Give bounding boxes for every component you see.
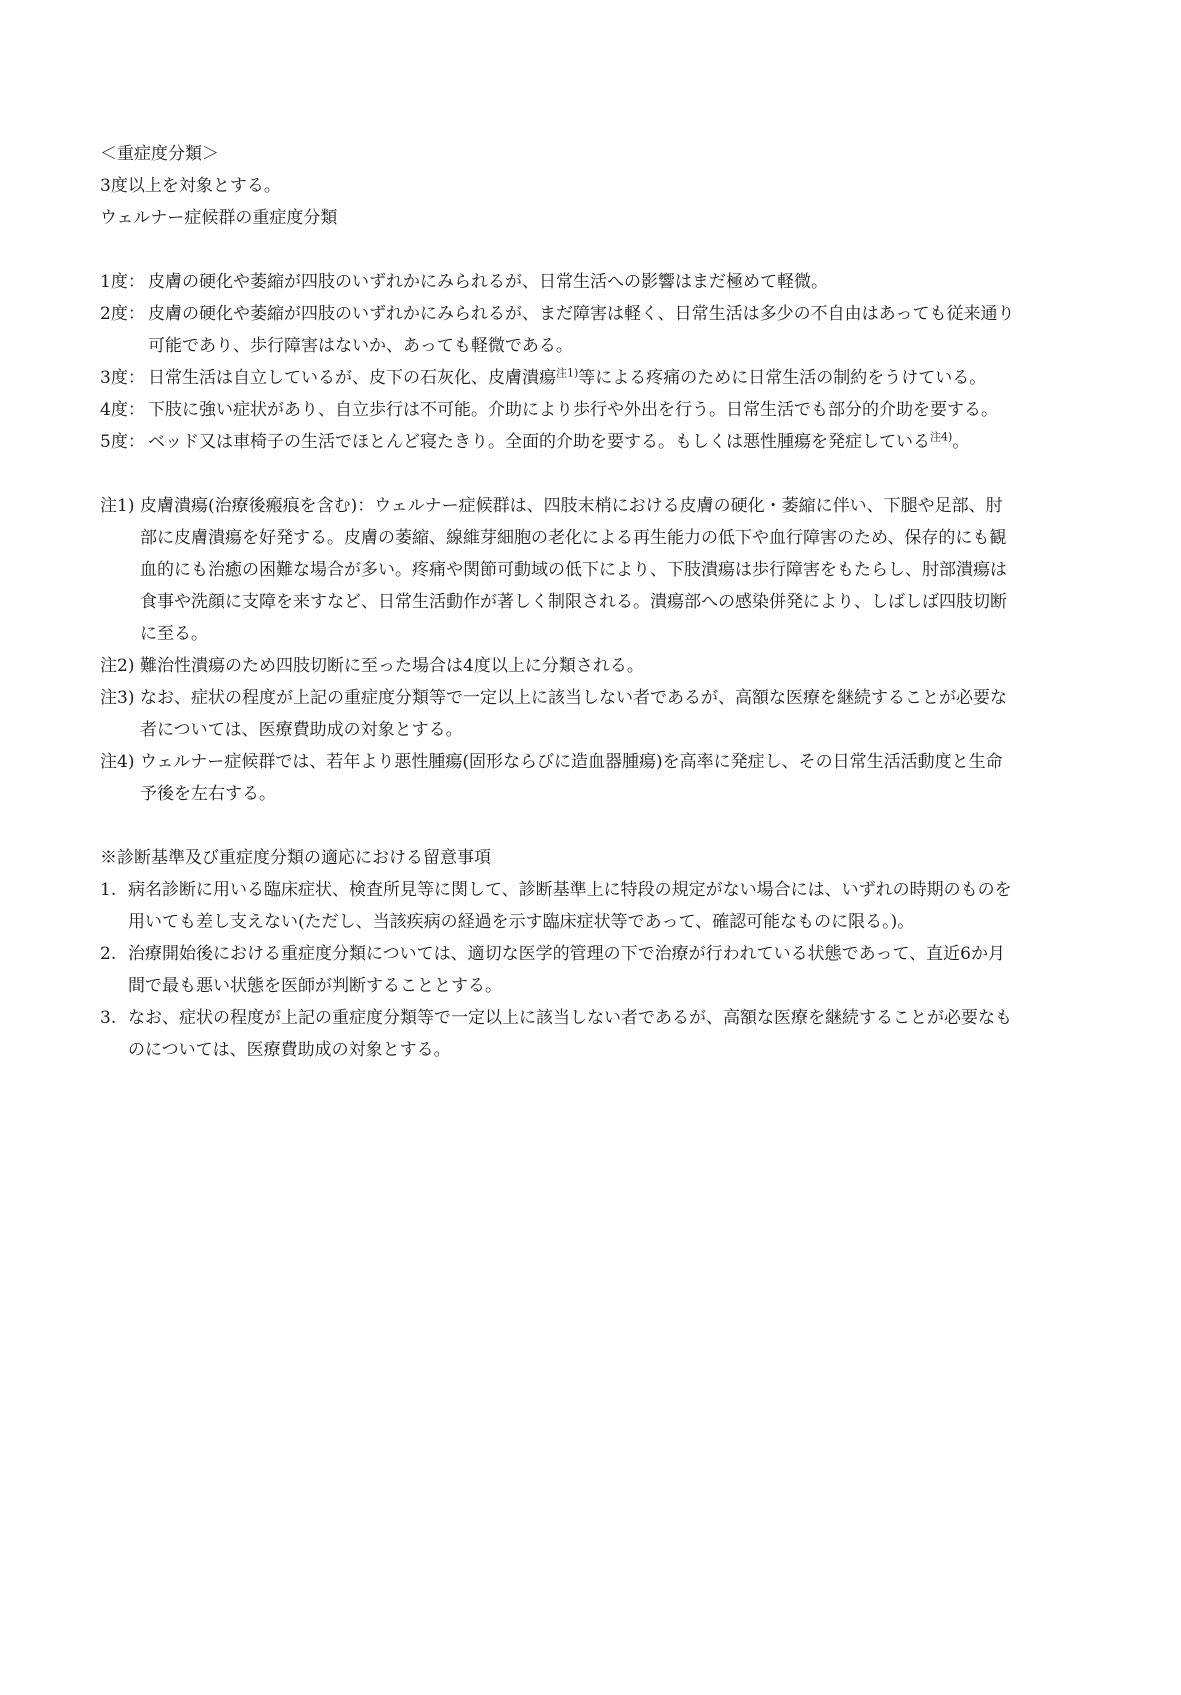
grade-text-5-tail: 。 (952, 432, 970, 452)
grade-text-3-tail: 等による疼痛のために日常生活の制約をうけている。 (578, 368, 987, 388)
grade-text-1 (148, 266, 1015, 298)
remark-text-3: なお、症状の程度が上記の重症度分類等で一定以上に該当しない者であるが、高額な医療を継続することが必要なものについては、医療費助成の対象とする。 (128, 1008, 1012, 1060)
grade-text-3 (148, 362, 1015, 394)
remark-text-1: 病名診断に用いる臨床症状、検査所見等に関して、診断基準上に特段の規定がない場合には、いずれの時期のものを用いても差し支えない(ただし、当該疾病の経過を示す臨床症状等であって、確認可能なものに限る。)。 (128, 880, 1012, 932)
grade-text-2 (148, 298, 1015, 362)
note-ref-sup-1: 注1) (556, 366, 579, 380)
grade-text-4 (148, 394, 1015, 426)
note-label-3: 注3) (100, 688, 135, 708)
remark-item-1 (100, 874, 1015, 938)
grade-item-1 (100, 266, 1015, 298)
note-item-3 (100, 682, 1015, 746)
grade-text-3-main: 日常生活は自立しているが、皮下の石灰化、皮膚潰瘍 (148, 368, 556, 388)
remark-label-1: 1. (100, 880, 117, 900)
grade-item-5 (100, 426, 1015, 458)
grade-item-2 (100, 298, 1015, 362)
grade-text-5-main: ベッド又は車椅子の生活でほとんど寝たきり。全面的介助を要する。もしくは悪性腫瘍を発症している (148, 432, 930, 452)
grade-item-4 (100, 394, 1015, 426)
note-text-2: 難治性潰瘍のため四肢切断に至った場合は4度以上に分類される。 (140, 656, 644, 676)
grade-text-1-main: 皮膚の硬化や萎縮が四肢のいずれかにみられるが、日常生活への影響はまだ極めて軽微。 (148, 272, 828, 292)
remarks-section (100, 842, 1015, 1066)
note-label-1: 注1) (100, 496, 135, 516)
grade-text-2-main: 皮膚の硬化や萎縮が四肢のいずれかにみられるが、まだ障害は軽く、日常生活は多少の不自由はあっても従来通り可能であり、歩行障害はないか、あっても軽微である。 (148, 304, 1015, 356)
remarks-title: ※診断基準及び重症度分類の適応における留意事項 (100, 848, 491, 868)
grade-text-5 (148, 426, 1015, 458)
grade-text-4-main: 下肢に強い症状があり、自立歩行は不可能。介助により歩行や外出を行う。日常生活でも部分的介助を要する。 (148, 400, 998, 420)
remark-text-2: 治療開始後における重症度分類については、適切な医学的管理の下で治療が行われている状態であって、直近6か月間で最も悪い状態を医師が判断することとする。 (128, 944, 1005, 996)
note-label-4: 注4) (100, 752, 135, 772)
grade-label-1: 1度： (100, 272, 145, 292)
intro-line-1: 3度以上を対象とする。 (100, 176, 281, 196)
note-item-2 (100, 650, 1015, 682)
note-ref-sup-4: 注4) (930, 430, 953, 444)
grade-label-4: 4度： (100, 400, 145, 420)
note-item-1 (100, 490, 1015, 650)
severity-grades-section (100, 266, 1015, 458)
remark-item-3 (100, 1002, 1015, 1066)
page-title: ＜重症度分類＞ (100, 144, 219, 164)
notes-section (100, 490, 1015, 810)
grade-label-5: 5度： (100, 432, 145, 452)
intro-line-2: ウェルナー症候群の重症度分類 (100, 208, 338, 228)
grade-item-3 (100, 362, 1015, 394)
note-label-2: 注2) (100, 656, 135, 676)
remark-label-2: 2. (100, 944, 117, 964)
note-text-3: なお、症状の程度が上記の重症度分類等で一定以上に該当しない者であるが、高額な医療を継続することが必要な者については、医療費助成の対象とする。 (140, 688, 1007, 740)
remark-label-3: 3. (100, 1008, 117, 1028)
grade-label-3: 3度： (100, 368, 145, 388)
grade-label-2: 2度： (100, 304, 145, 324)
note-text-4: ウェルナー症候群では、若年より悪性腫瘍(固形ならびに造血器腫瘍)を高率に発症し、その日常生活活動度と生命予後を左右する。 (140, 752, 1003, 804)
note-text-1: 皮膚潰瘍(治療後瘢痕を含む)：ウェルナー症候群は、四肢末梢における皮膚の硬化・萎縮に伴い、下腿や足部、肘部に皮膚潰瘍を好発する。皮膚の萎縮、線維芽細胞の老化による再生能力の低下や血行障害のため、保存的にも観血的にも治癒の困難な場合が多い。疼痛や関節可動域の低下により、下肢潰瘍は歩行障害をもたらし、肘部潰瘍は食事や洗顔に支障を来すなど、日常生活動作が著しく制限される。潰瘍部への感染併発により、しばしば四肢切断に至る。 (140, 496, 1007, 644)
remark-item-2 (100, 938, 1015, 1002)
note-item-4 (100, 746, 1015, 810)
